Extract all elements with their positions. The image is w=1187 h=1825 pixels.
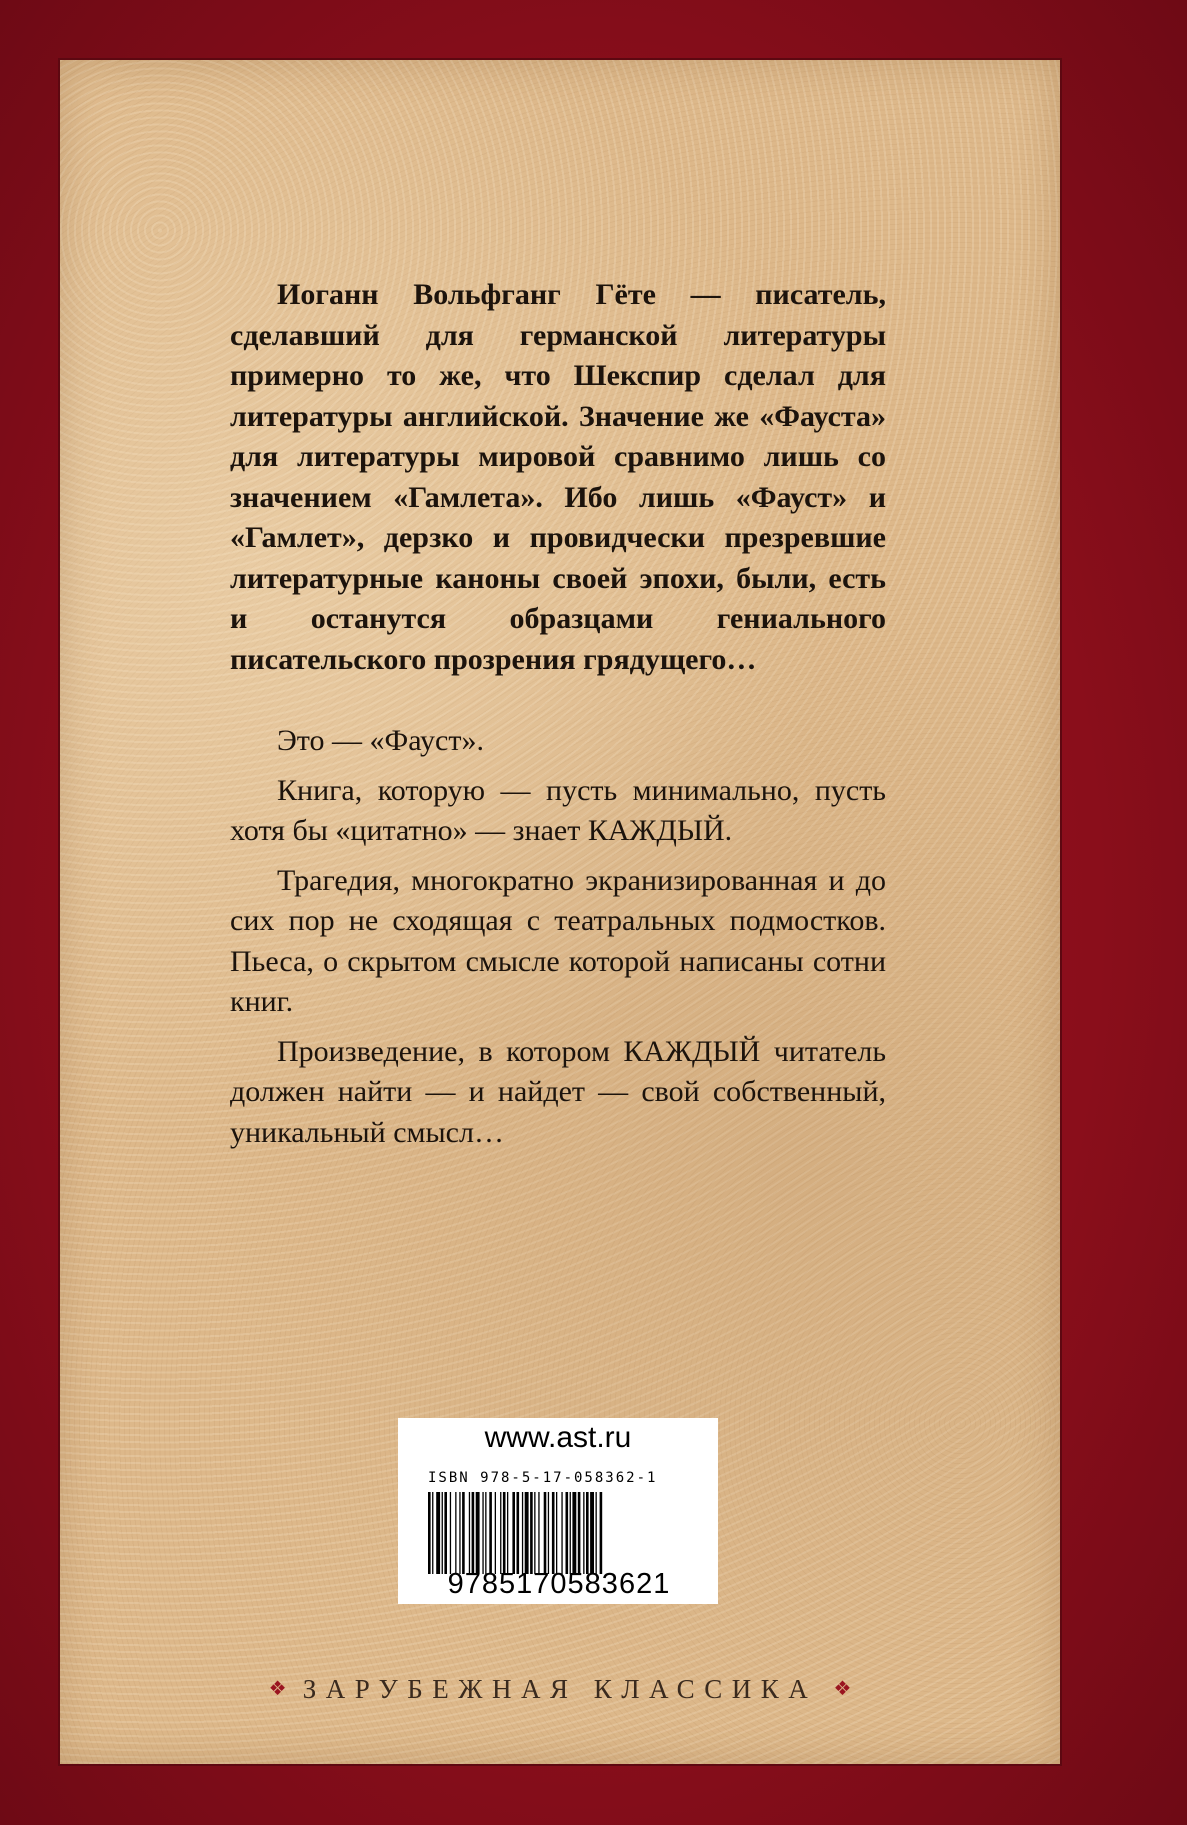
isbn-text: ISBN 978-5-17-058362-1 (428, 1470, 658, 1486)
series-line (60, 1674, 1060, 1705)
barcode-bar (556, 1492, 557, 1574)
barcode-bar (485, 1492, 486, 1574)
barcode-bar (507, 1492, 508, 1574)
barcode-bar (503, 1492, 506, 1574)
barcode-bar (436, 1492, 440, 1574)
barcode-bar (495, 1492, 496, 1574)
barcode-bar (432, 1492, 433, 1574)
annotation-text (230, 275, 886, 1153)
barcode-bar (544, 1492, 547, 1574)
barcode-bar (450, 1492, 451, 1574)
barcode-label (398, 1418, 718, 1604)
paragraph-tragedy: Трагедия, многократно экранизированная и до сих пор не сходящая с театральных подмостков. Пьеса, о скрытом смысле которой написаны сотни книг. (230, 863, 886, 1018)
barcode-bar (469, 1492, 470, 1574)
barcode-bar (583, 1492, 584, 1574)
barcode-bar (570, 1492, 571, 1574)
barcode-bar (596, 1492, 597, 1574)
barcode-bar (428, 1492, 431, 1574)
barcode-bar (512, 1492, 515, 1574)
paragraph-book: Книга, которую — пусть минимально, пусть хотя бы «цитатно» — знает КАЖДЫЙ. (230, 773, 886, 847)
barcode-image (428, 1492, 694, 1574)
paragraph-faust: Это — «Фауст». (277, 724, 484, 757)
left-ornament-icon: ❖ (268, 1678, 287, 1700)
barcode-bar (586, 1492, 589, 1574)
barcode-bar (590, 1492, 594, 1574)
barcode-bar (566, 1492, 569, 1574)
intro-paragraph: Иоганн Вольфганг Гёте — писатель, сделавший для германской литературы примерно то же, что Шекспир сделал для литературы английской. Значение же «Фауста» для литературы мировой сравнимо лишь со значением «Гамлета». Ибо лишь «Фауст» и «Гамлет», дерзко и провидчески презревшие литературные каноны своей эпохи, были, есть и останутся образцами гениального писательского прозрения грядущего… (230, 278, 886, 676)
barcode-bar (578, 1492, 581, 1574)
barcode-bar (572, 1492, 576, 1574)
barcode-bar (534, 1492, 535, 1574)
barcode-digits: 9785170583621 (447, 1568, 671, 1600)
paragraph-work: Произведение, в котором КАЖДЫЙ читатель должен найти — и найдет — свой собственный, уникальный смысл… (230, 1034, 886, 1149)
barcode-bar (538, 1492, 539, 1574)
barcode-bar (472, 1492, 475, 1574)
barcode-bar (476, 1492, 480, 1574)
barcode-bar (482, 1492, 483, 1574)
barcode-bar (500, 1492, 501, 1574)
barcode-bar (459, 1492, 460, 1574)
barcode-bar (522, 1492, 523, 1574)
barcode-bar (462, 1492, 465, 1574)
publisher-url: www.ast.ru (484, 1421, 632, 1454)
barcode-bar (530, 1492, 533, 1574)
barcode-bar (525, 1492, 529, 1574)
barcode-bar (444, 1492, 447, 1574)
barcode-bar (561, 1492, 562, 1574)
barcode-bar (517, 1492, 520, 1574)
barcode-bar (489, 1492, 492, 1574)
barcode-bar (442, 1492, 443, 1574)
barcode-bar (600, 1492, 603, 1574)
right-ornament-icon: ❖ (833, 1678, 852, 1700)
series-name: ЗАРУБЕЖНАЯ КЛАССИКА (302, 1674, 818, 1704)
barcode-bar (548, 1492, 549, 1574)
barcode-bar (552, 1492, 555, 1574)
barcode-bar (455, 1492, 456, 1574)
